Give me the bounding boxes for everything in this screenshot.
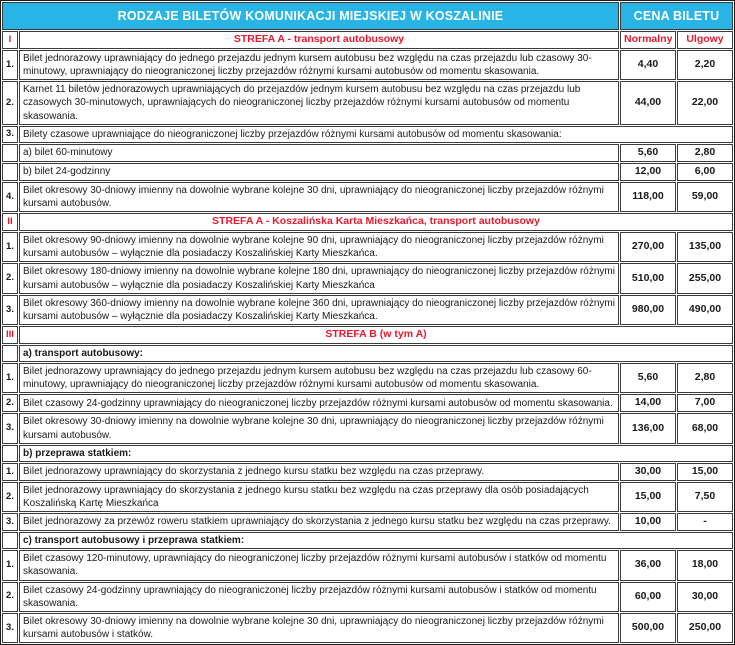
row-number: 2. (2, 482, 18, 512)
group-subheader: b) przeprawa statkiem: (19, 445, 733, 462)
price-reduced: - (677, 513, 733, 531)
item-row (2, 513, 733, 531)
item-row (2, 413, 733, 443)
ticket-description: Bilet czasowy 24-godzinny uprawniający do nieograniczonej liczby przejazdów różnymi kursami autobusów od momentu skasowania. (19, 394, 619, 412)
group-subheader: a) transport autobusowy: (19, 345, 733, 362)
item-row (2, 582, 733, 612)
ticket-description: Bilet jednorazowy za przewóz roweru statkiem uprawniający do skorzystania z jednego kursu statku bez względu na czas przeprawy. (19, 513, 619, 531)
ticket-description: Bilet jednorazowy uprawniający do jednego przejazdu jednym kursem autobusu bez względu na czas przejazdu lub czasowy 30-minutowy, uprawniający do nieograniczonej liczby przejazdów różnymi kursami autobusów od momentu skasowania. (19, 50, 619, 80)
row-number: 3. (2, 295, 18, 325)
row-number: 1. (2, 363, 18, 393)
ticket-description: Bilet jednorazowy uprawniający do jednego przejazdu jednym kursem autobusu bez względu na czas przejazdu lub czasowy 60-minutowy, uprawniający do nieograniczonej liczby przejazdów różnymi kursami autobusów od momentu skasowania. (19, 363, 619, 393)
row-number: 3. (2, 413, 18, 443)
row-number (2, 445, 18, 462)
ticket-description: Bilet okresowy 30-dniowy imienny na dowolnie wybrane kolejne 30 dni, uprawniający do nieograniczonej liczby przejazdów różnymi kursami autobusów. (19, 182, 619, 212)
section-title: STREFA A - Koszalińska Karta Mieszkańca, transport autobusowy (19, 213, 733, 231)
subheader-row (2, 532, 733, 549)
row-number (2, 144, 18, 162)
row-number: 3. (2, 126, 18, 143)
item-row (2, 363, 733, 393)
row-number: 1. (2, 550, 18, 580)
main-header-row (2, 2, 733, 30)
row-number: 1. (2, 50, 18, 80)
ticket-description: Bilet jednorazowy uprawniający do skorzystania z jednego kursu statku bez względu na czas przeprawy. (19, 463, 619, 481)
price-normal: 4,40 (620, 50, 676, 80)
item-row (2, 482, 733, 512)
price-normal: 136,00 (620, 413, 676, 443)
item-row (2, 463, 733, 481)
section-row (2, 326, 733, 344)
row-number: 2. (2, 81, 18, 125)
subheader-row (2, 345, 733, 362)
section-row (2, 213, 733, 231)
price-normal: 60,00 (620, 582, 676, 612)
row-number (2, 532, 18, 549)
ticket-description: Bilet okresowy 30-dniowy imienny na dowolnie wybrane kolejne 30 dni, uprawniający do nieograniczonej liczby przejazdów różnymi kursami autobusów i statków. (19, 613, 619, 643)
column-header-reduced-text: Ulgowy (677, 31, 733, 49)
item-row (2, 163, 733, 181)
item-row (2, 394, 733, 412)
section-number: II (2, 213, 18, 231)
row-number: 4. (2, 182, 18, 212)
price-reduced: 7,50 (677, 482, 733, 512)
row-number: 2. (2, 263, 18, 293)
price-reduced: 15,00 (677, 463, 733, 481)
price-normal: 10,00 (620, 513, 676, 531)
ticket-description: Bilet jednorazowy uprawniający do skorzystania z jednego kursu statku bez względu na czas przeprawy dla osób posiadających Koszalińską Kartę Mieszkańca (19, 482, 619, 512)
section-title: STREFA B (w tym A) (19, 326, 733, 344)
price-reduced: 255,00 (677, 263, 733, 293)
item-row (2, 144, 733, 162)
ticket-description: Bilet okresowy 360-dniowy imienny na dowolnie wybrane kolejne 360 dni, uprawniający do nieograniczonej liczby przejazdów różnymi kursami autobusów – wyłącznie dla posiadaczy Koszalińskiej Karty Mieszkańca. (19, 295, 619, 325)
row-number (2, 345, 18, 362)
item-row (2, 50, 733, 80)
ticket-description: a) bilet 60-minutowy (19, 144, 619, 162)
item-row (2, 550, 733, 580)
item-row (2, 613, 733, 643)
page-title: RODZAJE BILETÓW KOMUNIKACJI MIEJSKIEJ W KOSZALINIE (2, 2, 619, 30)
price-reduced: 490,00 (677, 295, 733, 325)
row-number: 2. (2, 582, 18, 612)
price-normal: 5,60 (620, 144, 676, 162)
section-title: STREFA A - transport autobusowy (19, 31, 619, 49)
price-normal: 5,60 (620, 363, 676, 393)
section-cols-row (2, 31, 733, 49)
price-normal: 118,00 (620, 182, 676, 212)
ticket-description: Bilet okresowy 30-dniowy imienny na dowolnie wybrane kolejne 30 dni, uprawniający do nieograniczonej liczby przejazdów różnymi kursami autobusów. (19, 413, 619, 443)
price-header: CENA BILETU (620, 2, 733, 30)
price-reduced: 22,00 (677, 81, 733, 125)
price-reduced: 59,00 (677, 182, 733, 212)
price-reduced: 18,00 (677, 550, 733, 580)
price-reduced: 2,80 (677, 144, 733, 162)
ticket-description: Bilet okresowy 90-dniowy imienny na dowolnie wybrane kolejne 90 dni, uprawniający do nieograniczonej liczby przejazdów różnymi kursami autobusów – wyłącznie dla posiadaczy Koszalińskiej Karty Mieszkańca. (19, 232, 619, 262)
row-number: 2. (2, 394, 18, 412)
price-normal: 510,00 (620, 263, 676, 293)
ticket-description: b) bilet 24-godzinny (19, 163, 619, 181)
price-normal: 14,00 (620, 394, 676, 412)
ticket-description: Karnet 11 biletów jednorazowych uprawniających do przejazdów jednym kursem autobusu bez względu na czas przejazdu lub czasowych 30-minutowych, uprawniających do nieograniczonej liczby przejazdów różnymi kursami autobusów od momentu skasowania. (19, 81, 619, 125)
row-number: 1. (2, 463, 18, 481)
item-row (2, 232, 733, 262)
ticket-description: Bilet czasowy 120-minutowy, uprawniający do nieograniczonej liczby przejazdów różnymi kursami autobusów i statków od momentu skasowania. (19, 550, 619, 580)
row-number: 3. (2, 513, 18, 531)
price-normal: 36,00 (620, 550, 676, 580)
price-reduced: 30,00 (677, 582, 733, 612)
price-normal: 270,00 (620, 232, 676, 262)
intro-row (2, 126, 733, 143)
ticket-description: Bilet czasowy 24-godzinny uprawniający do nieograniczonej liczby przejazdów różnymi kursami autobusów i statków od momentu skasowania. (19, 582, 619, 612)
item-row (2, 182, 733, 212)
price-reduced: 2,80 (677, 363, 733, 393)
price-normal: 44,00 (620, 81, 676, 125)
ticket-description: Bilet okresowy 180-dniowy imienny na dowolnie wybrane kolejne 180 dni, uprawniający do nieograniczonej liczby przejazdów różnymi kursami autobusów – wyłącznie dla posiadaczy Koszalińskiej Karty Mieszkańca (19, 263, 619, 293)
section-number: III (2, 326, 18, 344)
price-reduced: 6,00 (677, 163, 733, 181)
price-reduced: 7,00 (677, 394, 733, 412)
item-row (2, 263, 733, 293)
price-reduced: 250,00 (677, 613, 733, 643)
item-row (2, 81, 733, 125)
row-number (2, 163, 18, 181)
price-normal: 500,00 (620, 613, 676, 643)
price-normal: 12,00 (620, 163, 676, 181)
price-normal: 980,00 (620, 295, 676, 325)
subheader-row (2, 445, 733, 462)
item-row (2, 295, 733, 325)
price-reduced: 68,00 (677, 413, 733, 443)
ticket-table-body (2, 31, 733, 643)
row-number: 3. (2, 613, 18, 643)
price-normal: 30,00 (620, 463, 676, 481)
group-subheader: c) transport autobusowy i przeprawa statkiem: (19, 532, 733, 549)
section-number: I (2, 31, 18, 49)
price-normal: 15,00 (620, 482, 676, 512)
column-header-normal-text: Normalny (620, 31, 676, 49)
row-number: 1. (2, 232, 18, 262)
ticket-description: Bilety czasowe uprawniające do nieograniczonej liczby przejazdów różnymi kursami autobusów od momentu skasowania: (19, 126, 733, 143)
price-reduced: 135,00 (677, 232, 733, 262)
price-reduced: 2,20 (677, 50, 733, 80)
